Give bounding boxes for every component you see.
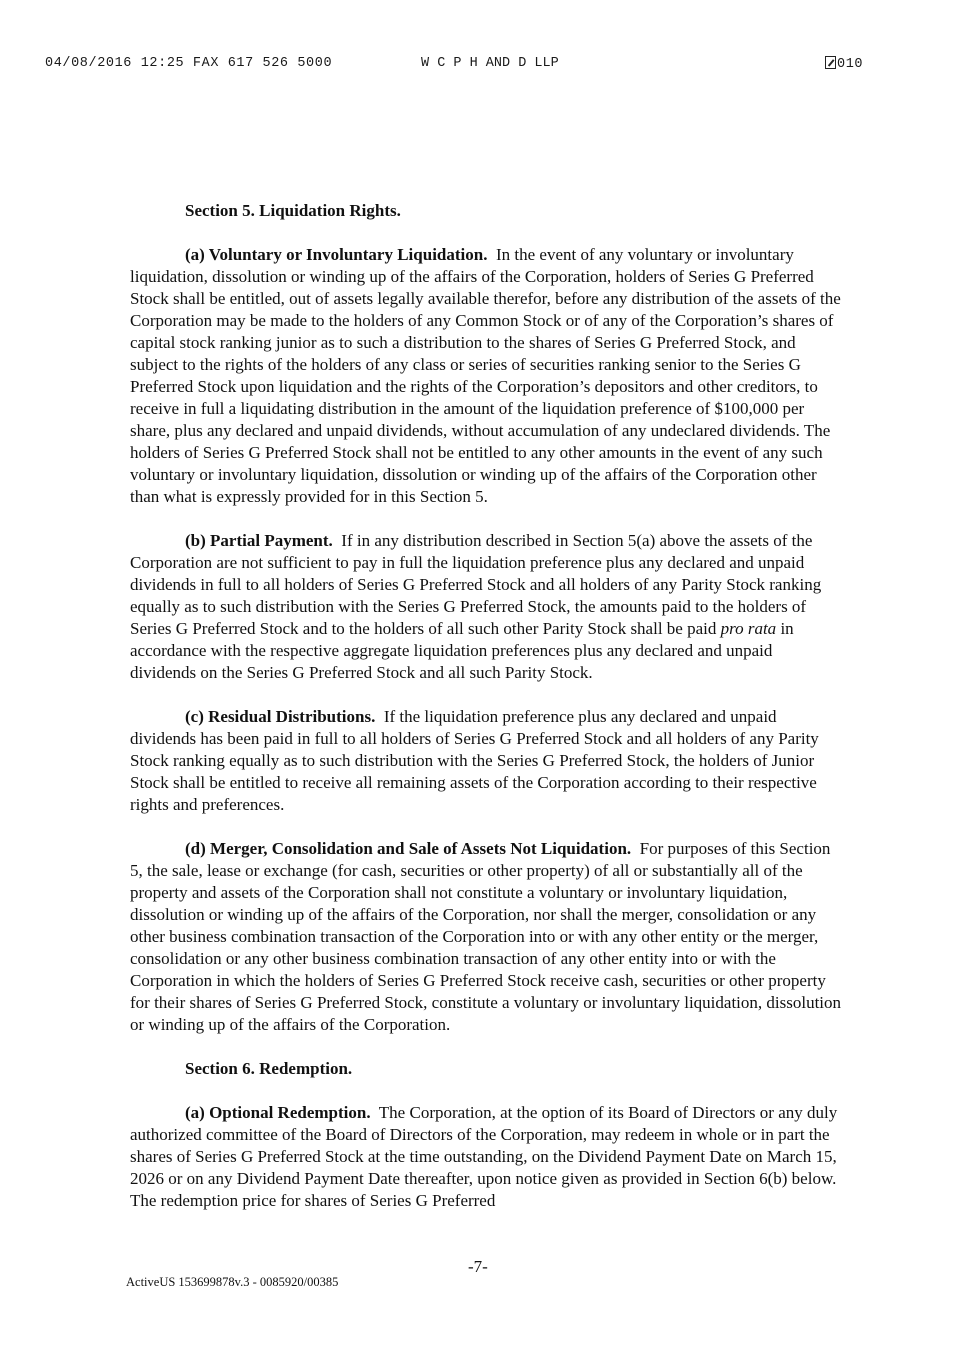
fax-page-number: 010 xyxy=(837,57,864,72)
page-number: -7- xyxy=(468,1257,488,1276)
section-6-heading: Section 6. Redemption. xyxy=(185,1059,353,1078)
section-5b-text-after: in accordance with the respective aggregate liquidation preferences plus any declared and unpaid dividends on the Series G Preferred Stock and all such Parity Stock. xyxy=(130,619,794,682)
section-6a-paragraph xyxy=(130,1102,842,1212)
document-body xyxy=(130,200,842,1212)
section-5a-paragraph xyxy=(130,244,842,508)
section-5c-label: (c) Residual Distributions. xyxy=(185,707,376,726)
section-5b-text-before: If in any distribution described in Section 5(a) above the assets of the Corporation are not sufficient to pay in full the liquidation preference plus any declared and unpaid dividends in full to all holders of Series G Preferred Stock and all holders of any Parity Stock ranking equally as to such distribution with the Series G Preferred Stock, the amounts paid to the holders of Series G Preferred Stock and to the holders of all such other Parity Stock shall be paid xyxy=(130,531,822,638)
fax-datetime-number: 04/08/2016 12:25 FAX 617 526 5000 xyxy=(45,56,333,71)
section-5-heading: Section 5. Liquidation Rights. xyxy=(185,201,401,220)
section-5c-text: If the liquidation preference plus any declared and unpaid dividends has been paid in full to all holders of Series G Preferred Stock and all holders of any Parity Stock ranking equally as to such distribution with the Series G Preferred Stock, the holders of Junior Stock shall be entitled to receive all remaining assets of the Corporation according to their respective rights and preferences. xyxy=(130,707,819,814)
section-5b-italic: pro rata xyxy=(720,619,777,638)
section-5b-paragraph xyxy=(130,530,842,684)
section-5d-text: For purposes of this Section 5, the sale, lease or exchange (for cash, securities or other property) of all or substantially all of the property and assets of the Corporation shall not constitute a voluntary or involuntary liquidation, dissolution or winding up of the affairs of the Corporation, nor shall the merger, consolidation or any other business combination transaction of the Corporation into or with any other entity or the merger, consolidation or any other business combination transaction of any other entity into or with the Corporation in which the holders of Series G Preferred Stock receive cash, securities or other property for their shares of Series G Preferred Stock, constitute a voluntary or involuntary liquidation, dissolution or winding up of the affairs of the Corporation. xyxy=(130,839,842,1034)
section-5c-paragraph xyxy=(130,706,842,816)
document-id: ActiveUS 153699878v.3 - 0085920/00385 xyxy=(126,1275,339,1289)
fax-header xyxy=(45,56,872,76)
section-6a-text: The Corporation, at the option of its Board of Directors or any duly authorized committee of the Board of Directors of the Corporation, may redeem in whole or in part the shares of Series G Preferred Stock at the time outstanding, on the Dividend Payment Date on March 15, 2026 or on any Dividend Payment Date thereafter, upon notice given as provided in Section 6(b) below. The redemption price for shares of Series G Preferred xyxy=(130,1103,838,1210)
section-5d-paragraph xyxy=(130,838,842,1036)
section-5b-label: (b) Partial Payment. xyxy=(185,531,333,550)
section-5d-label: (d) Merger, Consolidation and Sale of Assets Not Liquidation. xyxy=(185,839,632,858)
fax-page-indicator xyxy=(825,56,863,72)
section-5a-label: (a) Voluntary or Involuntary Liquidation. xyxy=(185,245,488,264)
fax-page-icon xyxy=(825,56,836,69)
section-6a-label: (a) Optional Redemption. xyxy=(185,1103,371,1122)
section-5a-text: In the event of any voluntary or involuntary liquidation, dissolution or winding up of the affairs of the Corporation, holders of Series G Preferred Stock shall be entitled, out of assets legally available therefor, before any distribution of the assets of the Corporation may be made to the holders of any Common Stock or of any of the Corporation’s shares of capital stock ranking junior as to such a distribution to the shares of Series G Preferred Stock, and subject to the rights of the holders of any class or series of securities ranking senior to the Series G Preferred Stock upon liquidation and the rights of the Corporation’s depositors and other creditors, to receive in full a liquidating distribution in the amount of the liquidation preference of $100,000 per share, plus any declared and unpaid dividends, without accumulation of any undeclared dividends. The holders of Series G Preferred Stock shall not be entitled to any other amounts in the event of any such voluntary or involuntary liquidation, dissolution or winding up of the affairs of the Corporation other than what is expressly provided for in this Section 5. xyxy=(130,245,841,506)
fax-sender: W C P H AND D LLP xyxy=(421,56,559,71)
